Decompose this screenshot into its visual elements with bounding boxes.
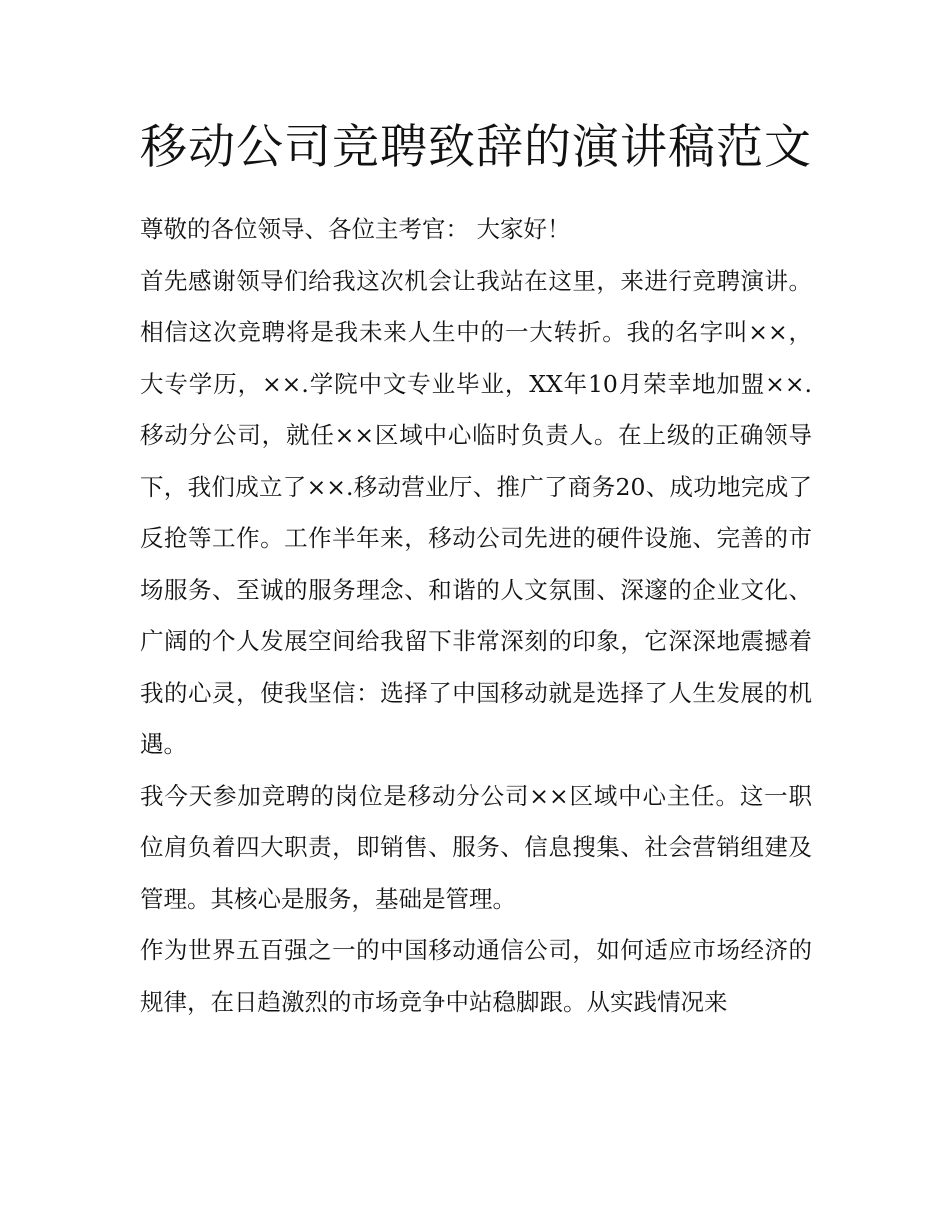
body-paragraph: 作为世界五百强之一的中国移动通信公司，如何适应市场经济的规律，在日趋激烈的市场竞争中站稳脚跟。从实践情况来 xyxy=(140,936,812,1016)
salutation-paragraph: 尊敬的各位领导、各位主考官： 大家好！ xyxy=(140,215,571,243)
document-title: 移动公司竞聘致辞的演讲稿范文 xyxy=(140,120,812,175)
body-paragraph: 首先感谢领导们给我这次机会让我站在这里，来进行竞聘演讲。相信这次竞聘将是我未来人生中的一大转折。我的名字叫××，大专学历，××.学院中文专业毕业，XX年10月荣幸地加盟××.移动分公司，就任××区域中心临时负责人。在上级的正确领导下，我们成立了××.移动营业厅、推广了商务20、成功地完成了反抢等工作。工作半年来，移动公司先进的硬件设施、完善的市场服务、至诚的服务理念、和谐的人文氛围、深邃的企业文化、广阔的个人发展空间给我留下非常深刻的印象，它深深地震撼着我的心灵，使我坚信：选择了中国移动就是选择了人生发展的机遇。 xyxy=(140,266,812,758)
body-paragraph: 我今天参加竞聘的岗位是移动分公司××区域中心主任。这一职位肩负着四大职责，即销售、服务、信息搜集、社会营销组建及管理。其核心是服务，基础是管理。 xyxy=(140,781,812,913)
document-body xyxy=(140,110,812,1028)
